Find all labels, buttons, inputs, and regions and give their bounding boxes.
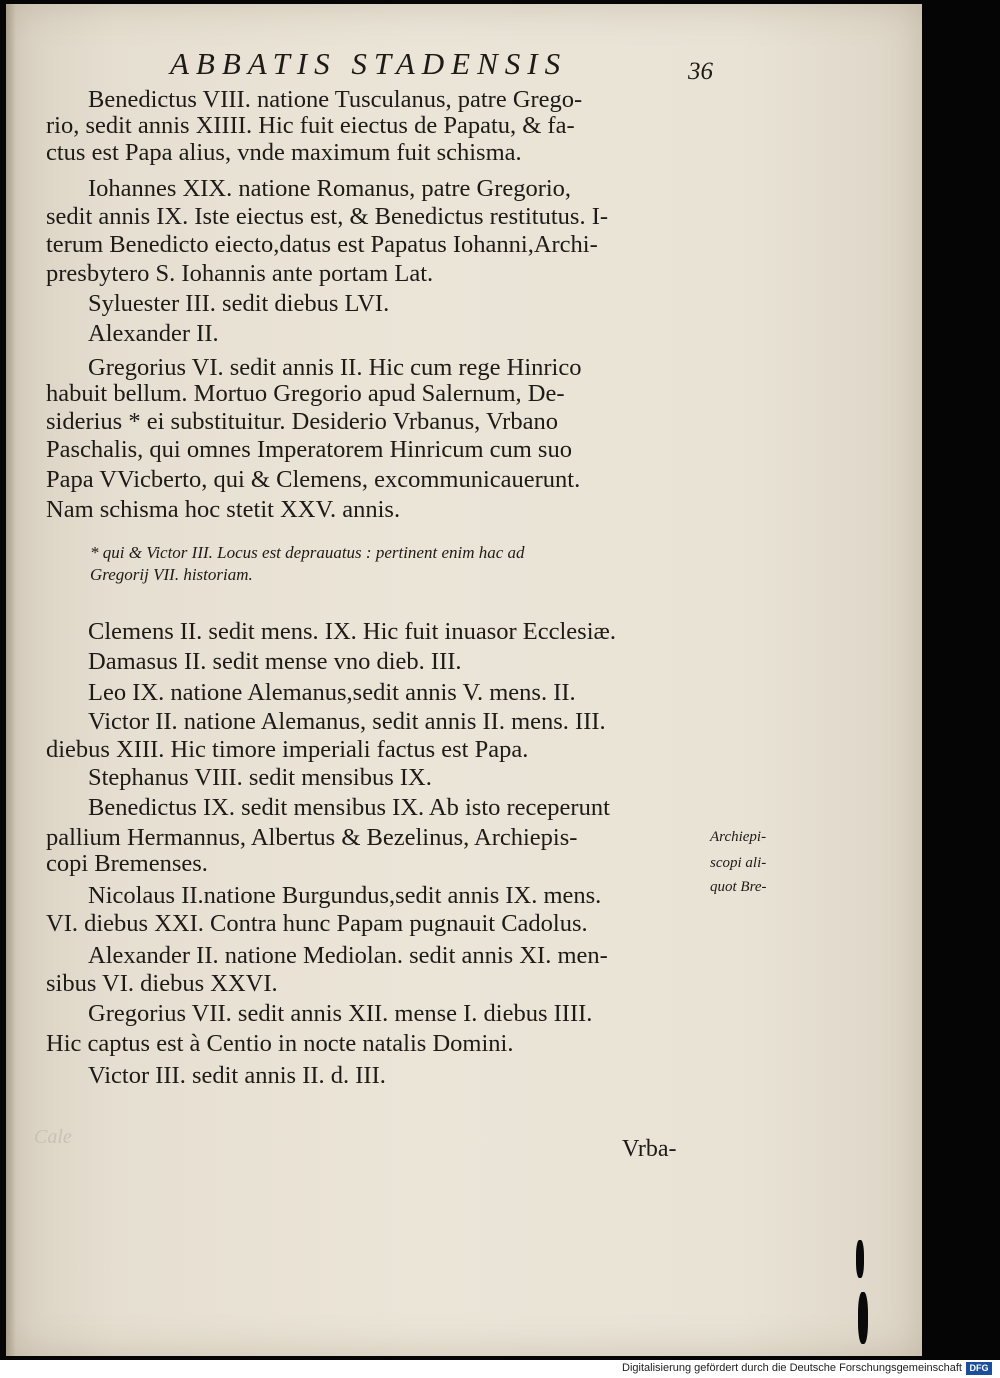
dfg-logo: DFG (966, 1362, 992, 1375)
text-line: ctus est Papa alius, vnde maximum fuit schisma. (46, 139, 522, 166)
binding-shadow (6, 4, 16, 1356)
text-line: Alexander II. natione Mediolan. sedit annis XI. men- (88, 942, 608, 969)
text-line: Nam schisma hoc stetit XXV. annis. (46, 496, 401, 523)
margin-note-line: quot Bre- (710, 879, 767, 895)
text-line: rio, sedit annis XIIII. Hic fuit eiectus de Papatu, & fa- (46, 112, 575, 139)
text-line: Victor III. sedit annis II. d. III. (88, 1062, 386, 1089)
text-line: Benedictus VIII. natione Tusculanus, patre Grego- (88, 86, 583, 113)
page-number: 36 (688, 58, 713, 85)
text-line: habuit bellum. Mortuo Gregorio apud Salernum, De- (46, 380, 565, 407)
text-line: siderius * ei substituitur. Desiderio Vrbanus, Vrbano (46, 408, 558, 435)
footnote-line: Gregorij VII. historiam. (90, 565, 253, 584)
footnote-line: * qui & Victor III. Locus est deprauatus : pertinent enim hac ad (90, 543, 525, 562)
text-line: Hic captus est à Centio in nocte natalis Domini. (46, 1030, 514, 1057)
text-line: Clemens II. sedit mens. IX. Hic fuit inuasor Ecclesiæ. (88, 618, 616, 645)
text-line: Iohannes XIX. natione Romanus, patre Gregorio, (88, 175, 572, 202)
ink-speck (856, 1240, 864, 1278)
text-line: Victor II. natione Alemanus, sedit annis II. mens. III. (88, 708, 606, 735)
margin-note-line: Archiepi- (710, 829, 767, 845)
text-line: Leo IX. natione Alemanus,sedit annis V. mens. II. (88, 679, 576, 706)
text-line: Benedictus IX. sedit mensibus IX. Ab isto receperunt (88, 794, 610, 821)
text-line: Damasus II. sedit mense vno dieb. III. (88, 648, 462, 675)
text-line: Nicolaus II.natione Burgundus,sedit annis IX. mens. (88, 882, 602, 909)
text-line: Gregorius VII. sedit annis XII. mense I. diebus IIII. (88, 1000, 593, 1027)
text-line: presbytero S. Iohannis ante portam Lat. (46, 260, 434, 287)
footer-credit: Digitalisierung gefördert durch die Deutsche Forschungsgemeinschaft (622, 1362, 962, 1374)
ink-speck (858, 1292, 868, 1344)
text-line: Gregorius VI. sedit annis II. Hic cum rege Hinrico (88, 354, 582, 381)
text-line: Stephanus VIII. sedit mensibus IX. (88, 764, 432, 791)
text-line: Paschalis, qui omnes Imperatorem Hinricum cum suo (46, 436, 572, 463)
text-line: sedit annis IX. Iste eiectus est, & Benedictus restitutus. I- (46, 203, 609, 230)
running-head: ABBATIS STADENSIS (170, 46, 568, 81)
text-line: pallium Hermannus, Albertus & Bezelinus, Archiepis- (46, 824, 578, 851)
bleed-through-text: Cale (34, 1126, 72, 1148)
text-line: Alexander II. (88, 320, 219, 347)
text-line: copi Bremenses. (46, 850, 208, 877)
text-line: Syluester III. sedit diebus LVI. (88, 290, 390, 317)
text-line: terum Benedicto eiecto,datus est Papatus Iohanni,Archi- (46, 231, 598, 258)
text-line: sibus VI. diebus XXVI. (46, 970, 278, 997)
catchword: Vrba- (622, 1136, 677, 1162)
text-line: VI. diebus XXI. Contra hunc Papam pugnauit Cadolus. (46, 910, 588, 937)
text-line: diebus XIII. Hic timore imperiali factus est Papa. (46, 736, 529, 763)
margin-note-line: scopi ali- (710, 855, 767, 871)
text-line: Papa VVicberto, qui & Clemens, excommunicauerunt. (46, 466, 581, 493)
